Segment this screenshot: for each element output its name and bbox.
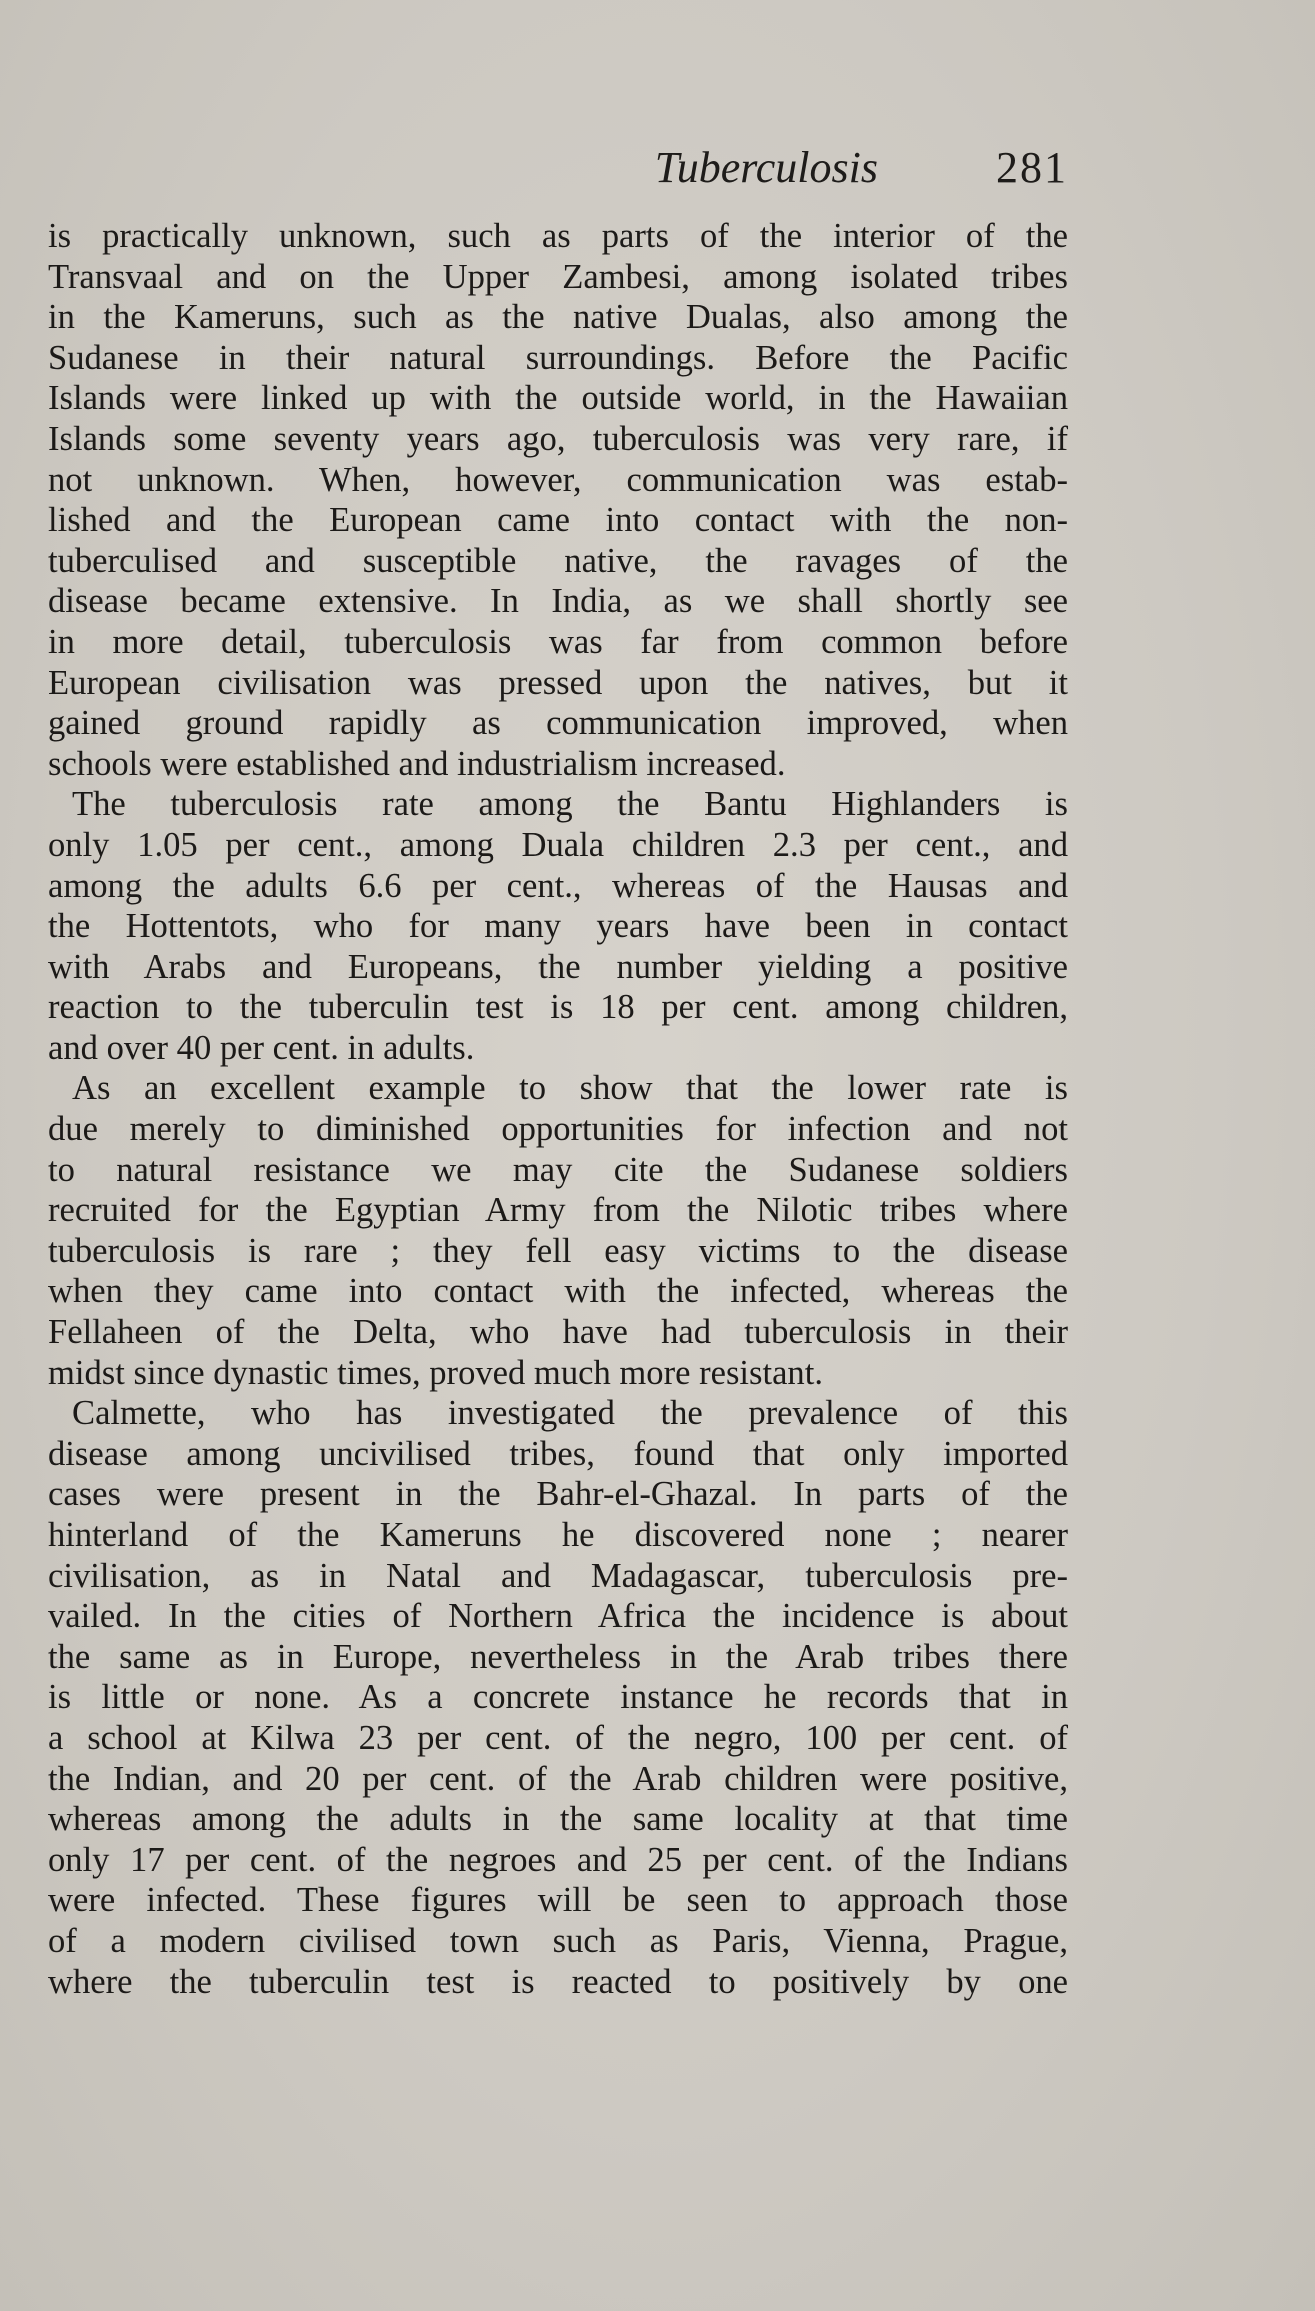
text-line (48, 338, 1068, 379)
text-line (48, 1150, 1068, 1191)
text-line-content: recruited for the Egyptian Army from the Nilotic tribes where (48, 1191, 1068, 1230)
text-line-content: whereas among the adults in the same locality at that time (48, 1800, 1068, 1839)
text-line (48, 257, 1068, 298)
text-line (48, 1271, 1068, 1312)
text-line-content: when they came into contact with the infected, whereas the (48, 1272, 1068, 1311)
text-line-content: not unknown. When, however, communication was estab- (48, 460, 1068, 499)
text-line (48, 1921, 1068, 1962)
text-line-content: of a modern civilised town such as Paris, Vienna, Prague, (48, 1921, 1068, 1960)
body-text (48, 216, 1068, 2002)
paragraph (48, 1393, 1068, 2002)
paragraph (48, 216, 1068, 784)
text-line (48, 419, 1068, 460)
text-line-content: only 1.05 per cent., among Duala children 2.3 per cent., and (48, 825, 1068, 864)
text-line-content: Islands some seventy years ago, tuberculosis was very rare, if (48, 419, 1068, 458)
text-line (48, 1028, 1068, 1069)
text-line-content: due merely to diminished opportunities for infection and not (48, 1110, 1068, 1149)
text-line-content: Fellaheen of the Delta, who have had tuberculosis in their (48, 1313, 1068, 1352)
text-line (48, 216, 1068, 257)
text-line (48, 744, 1068, 785)
text-line (48, 622, 1068, 663)
text-line (48, 1799, 1068, 1840)
text-line (48, 500, 1068, 541)
text-line-content: among the adults 6.6 per cent., whereas of the Hausas and (48, 866, 1068, 905)
text-line-content: Islands were linked up with the outside world, in the Hawaiian (48, 379, 1068, 418)
text-line (48, 663, 1068, 704)
text-line (48, 1556, 1068, 1597)
paragraph (48, 784, 1068, 1068)
running-head-title: Tuberculosis (654, 143, 878, 192)
text-line (48, 581, 1068, 622)
text-line-content: reaction to the tuberculin test is 18 per cent. among children, (48, 988, 1068, 1027)
text-line-content: European civilisation was pressed upon the natives, but it (48, 663, 1068, 702)
text-line-content: midst since dynastic times, proved much more resistant. (48, 1353, 823, 1392)
text-line (48, 1718, 1068, 1759)
text-line-content: a school at Kilwa 23 per cent. of the negro, 100 per cent. of (48, 1718, 1068, 1757)
text-line (48, 1759, 1068, 1800)
text-line (48, 784, 1068, 825)
text-line (48, 1880, 1068, 1921)
text-line-content: in the Kameruns, such as the native Dualas, also among the (48, 298, 1068, 337)
text-line-content: disease became extensive. In India, as we shall shortly see (48, 582, 1068, 621)
text-line-content: where the tuberculin test is reacted to positively by one (48, 1962, 1068, 2001)
text-line (48, 1637, 1068, 1678)
text-line (48, 703, 1068, 744)
text-line (48, 1109, 1068, 1150)
text-line-content: cases were present in the Bahr-el-Ghazal. In parts of the (48, 1475, 1068, 1514)
text-line (48, 297, 1068, 338)
text-line-content: with Arabs and Europeans, the number yielding a positive (48, 947, 1068, 986)
text-line (48, 1677, 1068, 1718)
text-line (48, 460, 1068, 501)
text-line (48, 906, 1068, 947)
text-line-content: the same as in Europe, nevertheless in the Arab tribes there (48, 1637, 1068, 1676)
text-line (48, 1353, 1068, 1394)
text-line (48, 1231, 1068, 1272)
text-line (48, 1393, 1068, 1434)
text-line (48, 1596, 1068, 1637)
text-line-content: is practically unknown, such as parts of the interior of the (48, 217, 1068, 255)
text-line-content: schools were established and industrialism increased. (48, 744, 786, 783)
paragraph (48, 1068, 1068, 1393)
text-line-content: Calmette, who has investigated the prevalence of this (72, 1394, 1068, 1433)
text-line-content: were infected. These figures will be seen to approach those (48, 1881, 1068, 1920)
text-line-content: civilisation, as in Natal and Madagascar, tuberculosis pre- (48, 1556, 1068, 1595)
text-line-content: disease among uncivilised tribes, found that only imported (48, 1434, 1068, 1473)
text-line (48, 1434, 1068, 1475)
text-line (48, 987, 1068, 1028)
text-line-content: The tuberculosis rate among the Bantu Highlanders is (72, 785, 1068, 824)
text-line-content: Sudanese in their natural surroundings. Before the Pacific (48, 338, 1068, 377)
text-line-content: is little or none. As a concrete instance he records that in (48, 1678, 1068, 1717)
text-line (48, 1515, 1068, 1556)
text-line (48, 1312, 1068, 1353)
text-line (48, 1190, 1068, 1231)
text-line (48, 1840, 1068, 1881)
text-line-content: only 17 per cent. of the negroes and 25 per cent. of the Indians (48, 1840, 1068, 1879)
text-line (48, 947, 1068, 988)
text-line-content: tuberculised and susceptible native, the ravages of the (48, 541, 1068, 580)
text-line (48, 378, 1068, 419)
text-line-content: to natural resistance we may cite the Sudanese soldiers (48, 1150, 1068, 1189)
text-line-content: the Hottentots, who for many years have been in contact (48, 907, 1068, 946)
text-line-content: Transvaal and on the Upper Zambesi, among isolated tribes (48, 257, 1068, 296)
text-line-content: the Indian, and 20 per cent. of the Arab children were positive, (48, 1759, 1068, 1798)
text-line (48, 1068, 1068, 1109)
text-line-content: tuberculosis is rare ; they fell easy victims to the disease (48, 1231, 1068, 1270)
running-head (48, 142, 1068, 202)
text-line-content: hinterland of the Kameruns he discovered none ; nearer (48, 1516, 1068, 1554)
text-line (48, 825, 1068, 866)
text-line-content: As an excellent example to show that the lower rate is (72, 1069, 1068, 1108)
text-line (48, 541, 1068, 582)
text-line-content: and over 40 per cent. in adults. (48, 1028, 475, 1067)
text-line-content: gained ground rapidly as communication improved, when (48, 704, 1068, 743)
page-number: 281 (996, 143, 1068, 192)
text-line-content: lished and the European came into contact with the non- (48, 501, 1068, 540)
text-line (48, 866, 1068, 907)
text-line (48, 1474, 1068, 1515)
text-line-content: vailed. In the cities of Northern Africa the incidence is about (48, 1597, 1068, 1636)
text-line (48, 1962, 1068, 2003)
text-line-content: in more detail, tuberculosis was far from common before (48, 622, 1068, 661)
